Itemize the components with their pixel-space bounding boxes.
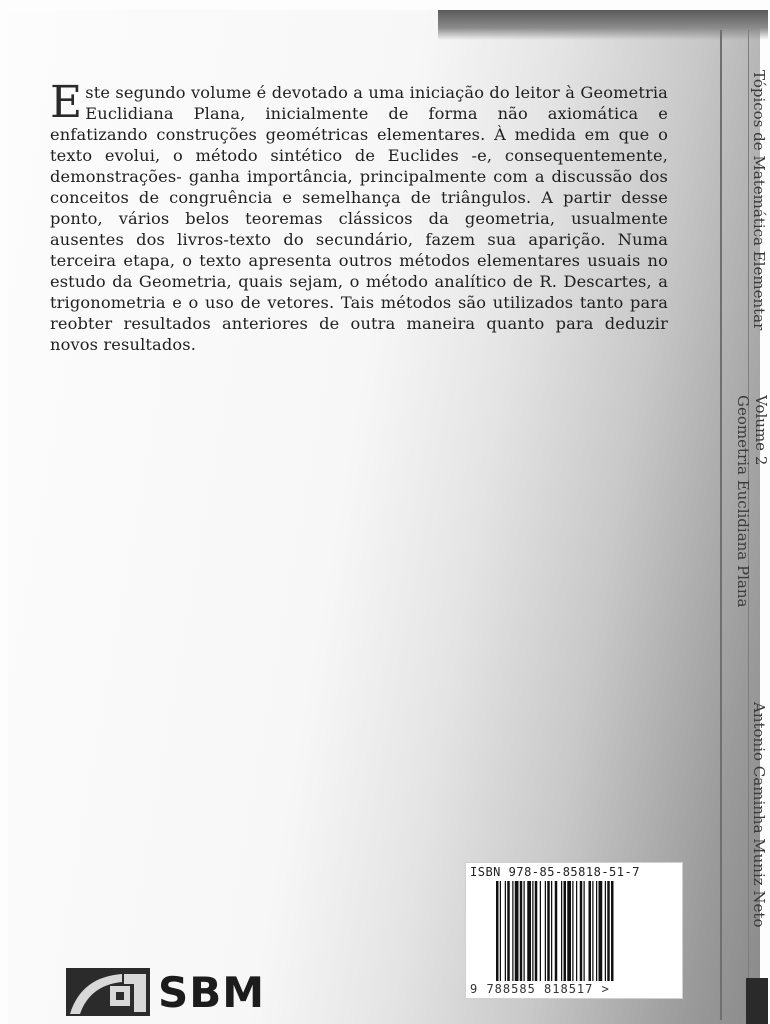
- spine-volume-title: [734, 395, 770, 607]
- top-shadow: [438, 10, 768, 40]
- isbn-barcode: [465, 862, 683, 999]
- publisher-name: SBM: [158, 968, 266, 1017]
- spine-author: Antonio Caminha Muniz Neto: [750, 702, 768, 928]
- spine-edge: [720, 30, 722, 1020]
- blurb-text: ste segundo volume é devotado a uma iniciação do leitor à Geometria Euclidiana Plana, inicialmente de forma não axiomática e enfatizando construções geométricas elementares. À medida em que o texto evolui, o método sintético de Euclides -e, consequentemente, demonstrações- ganha importância, principalmente com a discussão dos conceitos de congruência e semelhança de triângulos. A partir desse ponto, vários belos teoremas clássicos da geometria, usualmente ausentes dos livros-texto do secundário, fazem sua aparição. Numa terceira etapa, o texto apresenta outros métodos elementares usuais no estudo da Geometria, quais sejam, o método analítico de R. Descartes, a trigonometria e o uso de vetores. Tais métodos são utilizados tanto para reobter resultados anteriores de outra maneira quanto para deduzir novos resultados.: [50, 83, 668, 354]
- isbn-number: ISBN 978-85-85818-51-7: [470, 865, 640, 879]
- drop-cap: E: [50, 77, 83, 128]
- spine-subtitle: Geometria Euclidiana Plana: [734, 395, 752, 608]
- ean-number: 9 788585 818517 >: [470, 982, 610, 996]
- back-cover-blurb: [50, 77, 668, 355]
- sbm-logo-icon: [66, 968, 150, 1016]
- spine-series-title: Tópicos de Matemática Elementar: [750, 70, 768, 331]
- barcode-bars: [496, 881, 656, 981]
- corner-shadow: [746, 978, 768, 1024]
- spine-volume: Volume 2: [752, 395, 770, 466]
